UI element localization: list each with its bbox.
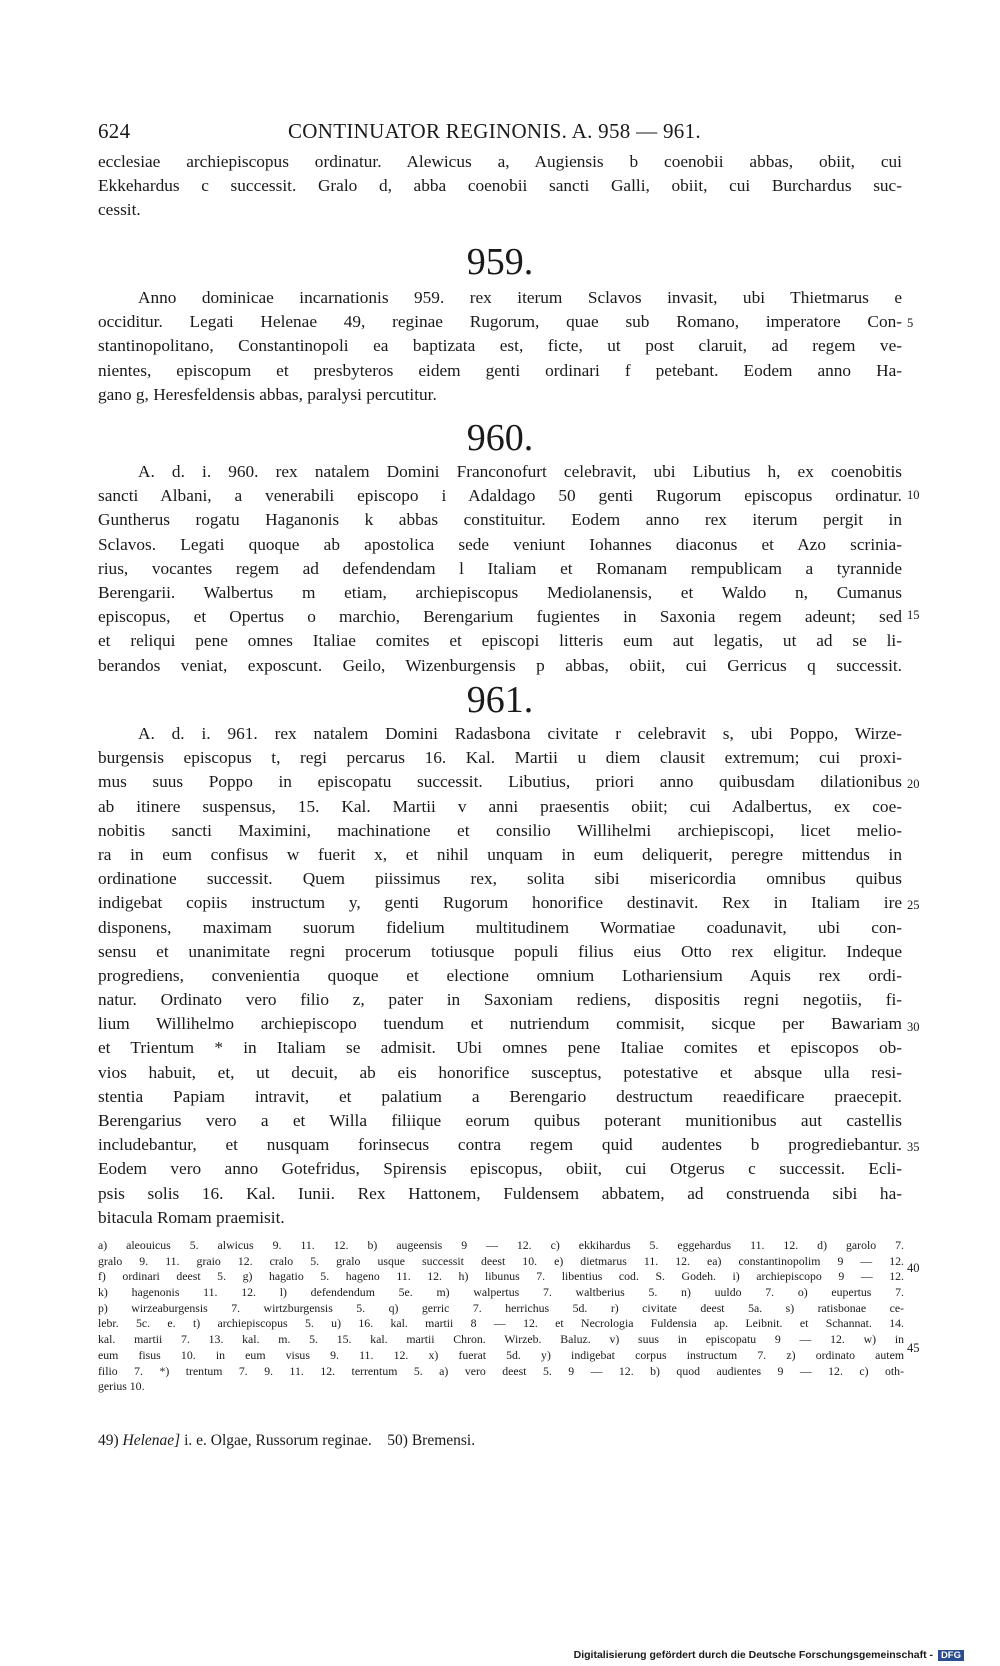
footnote-line: a) aleouicus 5. alwicus 9. 11. 12. b) augeensis 9 — 12. c) ekkihardus 5. eggehardus 11. 12. d) garolo 7.: [98, 1238, 904, 1252]
year-heading-960: 960.: [466, 417, 534, 459]
text-line: vios habuit, et, ut decuit, ab eis honorifice susceptus, potestative et absque ulla resi-: [98, 1062, 902, 1082]
text-line: occiditur. Legati Helenae 49, reginae Rugorum, quae sub Romano, imperatore Con-: [98, 312, 902, 332]
text-line: stentia Papiam intravit, et palatium a Berengario destructum reaedificare praecepit.: [98, 1086, 902, 1106]
note-49-term: Helenae]: [122, 1432, 181, 1449]
text-line: includebantur, et nusquam forinsecus contra regem quid audentes b progrediebantur.: [98, 1135, 902, 1155]
footnote-line: filio 7. *) trentum 7. 9. 11. 12. terrentum 5. a) vero deest 5. 9 — 12. b) quod audientes 9 — 12. c) oth-: [98, 1363, 904, 1378]
text-line: Sclavos. Legati quoque ab apostolica sede veniunt Iohannes diaconus et Azo scrinia-: [98, 534, 902, 554]
text-line: nobitis sancti Maximini, machinatione et consilio Willihelmi archiepiscopi, licet melio-: [98, 820, 902, 840]
text-line: berandos veniat, exposcunt. Geilo, Wizenburgensis p abbas, obiit, cui Gerricus q successit.: [98, 655, 902, 675]
page-number: 624: [98, 119, 131, 143]
margin-line-number: 20: [907, 777, 920, 791]
text-line: Guntherus rogatu Haganonis k abbas constituitur. Eodem anno rex iterum pergit in: [98, 510, 902, 530]
note-50: 50) Bremensi.: [387, 1432, 476, 1449]
text-line: Ekkehardus c successit. Gralo d, abba coenobii sancti Galli, obiit, cui Burchardus suc-: [98, 176, 902, 196]
text-line: indigebat copiis instructum y, genti Rugorum honorifice destinavit. Rex in Italiam ire: [98, 893, 902, 913]
text-line: cessit.: [98, 200, 141, 220]
footnote-line: p) wirzeaburgensis 7. wirtzburgensis 5. q) gerric 7. herrichus 5d. r) civitate deest 5a. s) ratisbonae ce-: [98, 1300, 904, 1315]
footnote-line: kal. martii 7. 13. kal. m. 5. 15. kal. martii Chron. Wirzeb. Baluz. v) suus in episcopatu 9 — 12. w) in: [98, 1332, 904, 1347]
paragraph-961: [98, 722, 902, 1230]
text-line: et Trientum * in Italiam se admisit. Ubi omnes pene Italiae comites et episcopos ob-: [98, 1038, 902, 1058]
margin-line-number: 45: [907, 1341, 920, 1355]
paragraph-959: [98, 286, 902, 407]
margin-line-number: 25: [907, 898, 920, 912]
text-line: A. d. i. 961. rex natalem Domini Radasbona civitate r celebravit s, ubi Poppo, Wirze-: [138, 724, 902, 743]
text-line: nientes, episcopum et presbyteros eidem genti ordinari f petebant. Eodem anno Ha-: [98, 360, 902, 380]
text-line: lium Willihelmo archiepiscopo tuendum et nutriendum commisit, sicque per Bawariam: [98, 1014, 902, 1034]
footer-text: Digitalisierung gefördert durch die Deutsche Forschungsgemeinschaft -: [573, 1649, 934, 1661]
text-line: Berengarius vero a et Willa filiique eorum quibus poterant munitionibus aut castellis: [98, 1111, 902, 1130]
dfg-logo: DFG: [938, 1650, 964, 1661]
text-line: psis solis 16. Kal. Iunii. Rex Hattonem, Fuldensem abbatem, ad construenda sibi ha-: [98, 1183, 902, 1203]
text-line: Eodem vero anno Gotefridus, Spirensis episcopus, obiit, cui Otgerus c successit. Ecli-: [98, 1159, 902, 1179]
text-line: Anno dominicae incarnationis 959. rex iterum Sclavos invasit, ubi Thietmarus e: [138, 288, 902, 307]
text-line: mus suus Poppo in episcopatu successit. Libutius, priori anno quibusdam dilationibus: [98, 772, 902, 792]
text-line: gano g, Heresfeldensis abbas, paralysi percutitur.: [98, 384, 437, 404]
footnote-line: f) ordinari deest 5. g) hagatio 5. hageno 11. 12. h) libunus 7. libentius cod. S. Godeh. i) archiepiscopo 9 — 12.: [98, 1269, 904, 1284]
text-line: sancti Albani, a venerabili episcopo i Adaldago 50 genti Rugorum episcopus ordinatur.: [98, 486, 902, 506]
critical-apparatus: [98, 1238, 904, 1395]
text-line: sensu et unanimitate regni procerum totiusque populi filius eius Otto rex eligitur. Indeque: [98, 941, 902, 961]
text-line: A. d. i. 960. rex natalem Domini Franconofurt celebravit, ubi Libutius h, ex coenobitis: [138, 462, 902, 481]
margin-line-number: 30: [907, 1020, 920, 1034]
text-line: ra in eum confisus w fuerit x, et nihil unquam in eum deliquerit, peregre mittendus in: [98, 844, 902, 864]
text-line: ab itinere suspensus, 15. Kal. Martii v anni praesentis obiit; cui Adalbertus, ex coe-: [98, 796, 902, 816]
year-heading-959: 959.: [466, 241, 534, 283]
text-line: progrediens, convenientia quoque et electione omnium Lothariensium Aquis rex ordi-: [98, 965, 902, 985]
footnote-line: k) hagenonis 11. 12. l) defendendum 5e. m) walpertus 7. waltberius 5. n) uuldo 7. o) eupertus 7.: [98, 1285, 904, 1300]
text-line: stantinopolitano, Constantinopoli ea baptizata est, ficte, ut post claruit, ad regem ve-: [98, 336, 902, 356]
intro-paragraph: [98, 150, 902, 223]
text-line: burgensis episcopus t, regi percarus 16. Kal. Martii u diem clausit extremum; cui proxi-: [98, 748, 902, 768]
footnote-line: gerius 10.: [98, 1379, 145, 1394]
note-49-number: 49): [98, 1432, 119, 1449]
editorial-notes: [98, 1432, 904, 1450]
margin-line-number: 10: [907, 488, 920, 502]
text-line: natur. Ordinato vero filio z, pater in Saxoniam rediens, dispositis regni negotiis, fi-: [98, 990, 902, 1010]
text-line: disponens, maximam suorum fidelium multitudinem Wormatiae coadunavit, ubi con-: [98, 917, 902, 937]
text-line: ordinatione successit. Quem piissimus rex, solita sibi misericordia omnibus quibus: [98, 869, 902, 889]
margin-line-number: 15: [907, 608, 920, 622]
footnote-line: eum fisus 10. in eum visus 9. 11. 12. x) fuerat 5d. y) indigebat corpus instructum 7. z) ordinato autem: [98, 1347, 904, 1362]
paragraph-960: [98, 460, 902, 678]
text-line: ecclesiae archiepiscopus ordinatur. Alewicus a, Augiensis b coenobii abbas, obiit, cui: [98, 152, 902, 171]
running-title: CONTINUATOR REGINONIS. A. 958 — 961.: [288, 119, 701, 143]
digitization-footer: [574, 1649, 964, 1661]
margin-line-number: 40: [907, 1261, 920, 1275]
margin-line-number: 5: [907, 316, 914, 330]
margin-line-number: 35: [907, 1140, 920, 1154]
note-49-text: i. e. Olgae, Russorum reginae.: [184, 1432, 372, 1449]
text-line: episcopus, et Opertus o marchio, Berengarium fugientes in Saxonia regem adeunt; sed: [98, 607, 902, 627]
text-line: rius, vocantes regem ad defendendam l Italiam et Romanam rempublicam a tyrannide: [98, 558, 902, 578]
footnote-line: gralo 9. 11. graio 12. cralo 5. gralo usque successit deest 10. e) dietmarus 11. 12. ea) constantinopolim 9 — 12.: [98, 1253, 904, 1268]
running-header: [98, 119, 906, 147]
footnote-line: lebr. 5c. e. t) archiepiscopus 5. u) 16. kal. martii 8 — 12. et Necrologia Fuldensia ap. Leibnit. et Schannat. 14.: [98, 1316, 904, 1331]
text-line: bitacula Romam praemisit.: [98, 1207, 285, 1227]
text-line: Berengarii. Walbertus m etiam, archiepiscopus Mediolanensis, et Waldo n, Cumanus: [98, 582, 902, 602]
text-line: et reliqui pene omnes Italiae comites et episcopi litteris eum aut legatis, ut ad se li-: [98, 631, 902, 651]
year-heading-961: 961.: [466, 679, 534, 721]
